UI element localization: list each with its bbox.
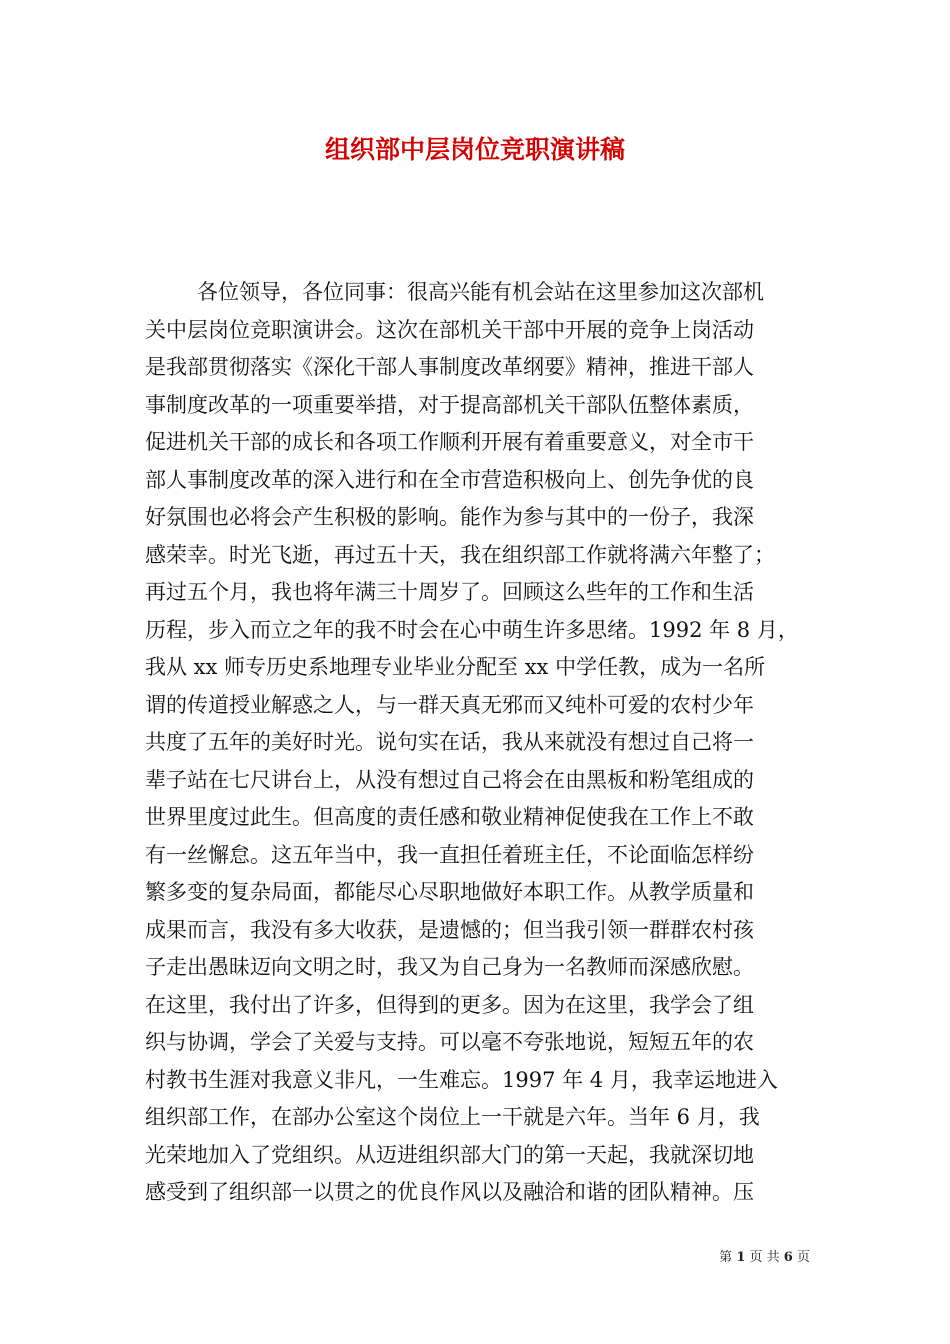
- text-line: 再过五个月，我也将年满三十周岁了。回顾这么些年的工作和生活: [145, 580, 754, 604]
- text-line: 在这里，我付出了许多，但得到的更多。因为在这里，我学会了组: [145, 992, 754, 1017]
- text-line: 共度了五年的美好时光。说句实在话，我从来就没有想过自己将一: [145, 730, 754, 754]
- text-line: 促进机关干部的成长和各项工作顺利开展有着重要意义，对全市干: [145, 430, 754, 454]
- footer-current-page: 1: [736, 1250, 746, 1265]
- text-line: 世界里度过此生。但高度的责任感和敬业精神促使我在工作上不敢: [145, 805, 754, 829]
- footer-prefix: 第: [719, 1250, 733, 1265]
- text-line: 我从 xx 师专历史系地理专业毕业分配至 xx 中学任教，成为一名所: [145, 655, 766, 679]
- page-footer: [719, 1246, 810, 1265]
- text-line: 谓的传道授业解惑之人，与一群天真无邪而又纯朴可爱的农村少年: [145, 692, 754, 717]
- text-line: 织与协调，学会了关爱与支持。可以毫不夸张地说，短短五年的农: [145, 1030, 754, 1054]
- footer-middle: 页 共: [749, 1250, 780, 1265]
- text-line: 组织部工作，在部办公室这个岗位上一干就是六年。当年 6 月，我: [145, 1105, 760, 1129]
- text-line: 辈子站在七尺讲台上，从没有想过自己将会在由黑板和粉笔组成的: [145, 767, 754, 792]
- text-line: 历程，步入而立之年的我不时会在心中萌生许多思绪。1992 年 8 月，: [145, 617, 799, 642]
- text-line: 成果而言，我没有多大收获，是遗憾的；但当我引领一群群农村孩: [145, 917, 754, 942]
- document-title: 组织部中层岗位竞职演讲稿: [324, 135, 625, 164]
- document-body: [145, 274, 825, 1212]
- text-line: 感荣幸。时光飞逝，再过五十天，我在组织部工作就将满六年整了；: [145, 542, 775, 567]
- text-line: 是我部贯彻落实《深化干部人事制度改革纲要》精神，推进干部人: [145, 355, 754, 379]
- text-line: 有一丝懈怠。这五年当中，我一直担任着班主任，不论面临怎样纷: [145, 842, 754, 867]
- text-line: 部人事制度改革的深入进行和在全市营造积极向上、创先争优的良: [145, 467, 754, 492]
- text-line: 子走出愚昧迈向文明之时，我又为自己身为一名教师而深感欣慰。: [145, 955, 754, 979]
- text-line: 各位领导，各位同事：很高兴能有机会站在这里参加这次部机: [197, 280, 764, 304]
- text-line: 繁多变的复杂局面，都能尽心尽职地做好本职工作。从教学质量和: [145, 880, 754, 904]
- text-line: 关中层岗位竞职演讲会。这次在部机关干部中开展的竞争上岗活动: [145, 317, 754, 342]
- text-line: 事制度改革的一项重要举措，对于提高部机关干部队伍整体素质，: [145, 392, 754, 417]
- text-line: 好氛围也必将会产生积极的影响。能作为参与其中的一份子，我深: [145, 505, 754, 529]
- footer-suffix: 页: [796, 1250, 810, 1265]
- text-line: 村教书生涯对我意义非凡，一生难忘。1997 年 4 月，我幸运地进入: [145, 1067, 778, 1092]
- text-line: 感受到了组织部一以贯之的优良作风以及融洽和谐的团队精神。压: [145, 1180, 754, 1204]
- footer-total-pages: 6: [783, 1250, 793, 1265]
- text-line: 光荣地加入了党组织。从迈进组织部大门的第一天起，我就深切地: [145, 1142, 754, 1167]
